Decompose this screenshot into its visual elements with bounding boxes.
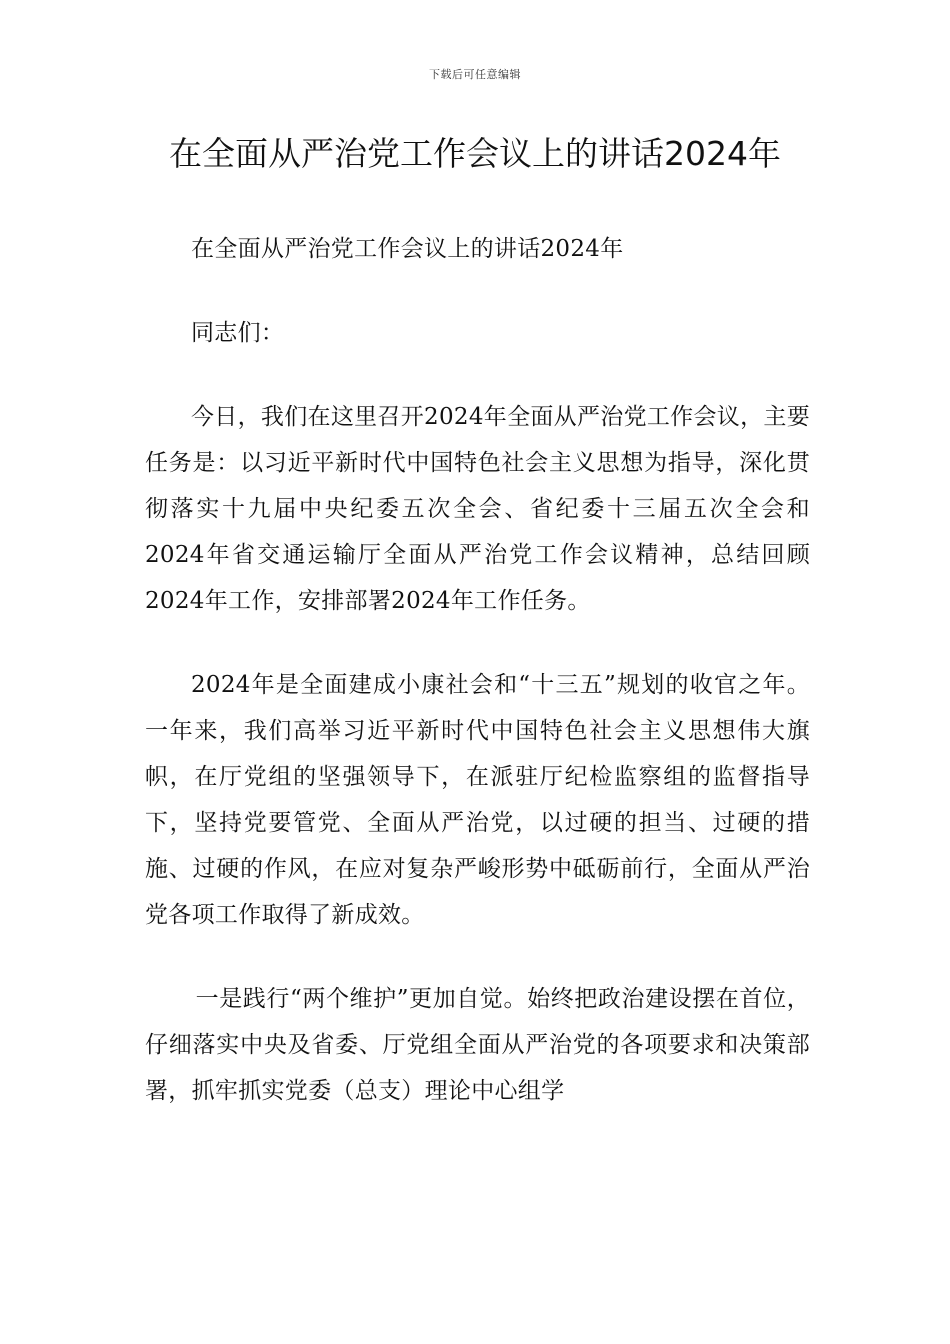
paragraph-intro: 今日，我们在这里召开2024年全面从严治党工作会议，主要任务是：以习近平新时代中国特色社会主义思想为指导，深化贯彻落实十九届中央纪委五次全会、省纪委十三届五次全会和2024年省交通运输厅全面从严治党工作会议精神，总结回顾2024年工作，安排部署2024年工作任务。 — [145, 404, 810, 614]
paragraph-review: 2024年是全面建成小康社会和“十三五”规划的收官之年。一年来，我们高举习近平新时代中国特色社会主义思想伟大旗帜，在厅党组的坚强领导下，在派驻厅纪检监察组的监督指导下，坚持党要管党、全面从严治党，以过硬的担当、过硬的措施、过硬的作风，在应对复杂严峻形势中砥砺前行，全面从严治党各项工作取得了新成效。 — [145, 672, 810, 928]
paragraph-salutation: 同志们： — [191, 320, 285, 346]
page-title: 在全面从严治党工作会议上的讲话2024年 — [169, 134, 781, 173]
paragraph-point-one: 一是践行“两个维护”更加自觉。始终把政治建设摆在首位，仔细落实中央及省委、厅党组全面从严治党的各项要求和决策部署，抓牢抓实党委（总支）理论中心组学 — [145, 986, 810, 1104]
document-body — [145, 226, 810, 1114]
paragraph-subtitle: 在全面从严治党工作会议上的讲话2024年 — [191, 236, 624, 262]
header-note: 下载后可任意编辑 — [429, 68, 521, 81]
